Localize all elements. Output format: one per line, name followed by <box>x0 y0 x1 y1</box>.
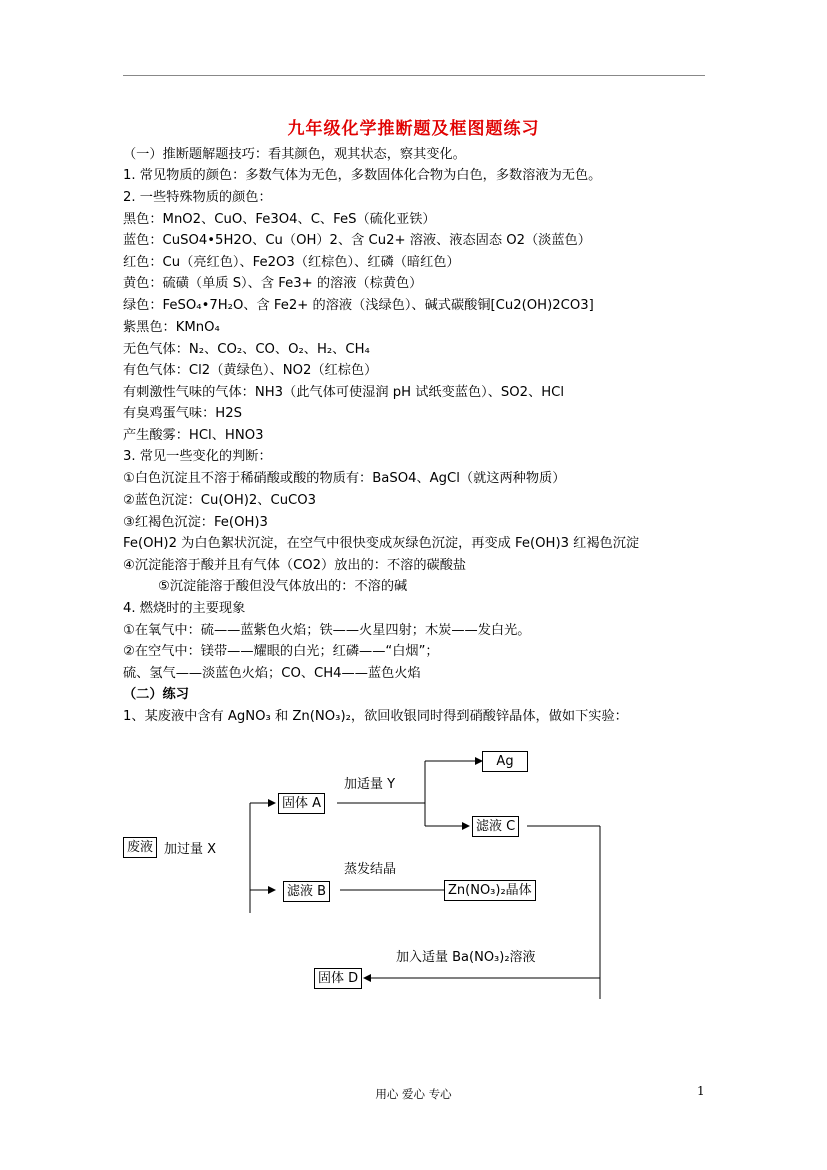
add-y-label: 加适量 Y <box>344 777 396 792</box>
filtrate-b-box: 滤液 B <box>283 881 330 902</box>
solid-d-box: 固体 D <box>314 968 362 989</box>
text-line: 黑色：MnO2、CuO、Fe3O4、C、FeS（硫化亚铁） <box>123 212 436 227</box>
text-line: 有臭鸡蛋气味：H2S <box>123 406 242 421</box>
text-line: 硫、氢气——淡蓝色火焰；CO、CH4——蓝色火焰 <box>123 666 421 681</box>
page-footer: 用心 爱心 专心 <box>375 1087 452 1101</box>
evaporate-label: 蒸发结晶 <box>344 862 397 877</box>
text-line: ⑤沉淀能溶于酸但没气体放出的：不溶的碱 <box>158 579 408 594</box>
text-line: 4. 燃烧时的主要现象 <box>123 601 246 616</box>
text-line: 3. 常见一些变化的判断： <box>123 449 272 464</box>
text-line: 有刺激性气味的气体：NH3（此气体可使湿润 pH 试纸变蓝色）、SO2、HCl <box>123 385 565 400</box>
ag-box: Ag <box>482 751 528 772</box>
crystal-box: Zn(NO₃)₂晶体 <box>444 880 536 901</box>
solid-a-box: 固体 A <box>278 793 325 814</box>
text-line: 红色：Cu（亮红色）、Fe2O3（红棕色）、红磷（暗红色） <box>123 255 460 270</box>
question-text: 1、某废液中含有 AgNO₃ 和 Zn(NO₃)₂，欲回收银同时得到硝酸锌晶体，做如下实验： <box>123 709 628 724</box>
text-line: ②蓝色沉淀：Cu(OH)2、CuCO3 <box>123 493 317 508</box>
waste-box: 废液 <box>123 837 157 858</box>
text-line: （一）推断题解题技巧：看其颜色，观其状态，察其变化。 <box>123 147 466 162</box>
text-line: ③红褐色沉淀：Fe(OH)3 <box>123 515 268 530</box>
section-heading: （二）练习 <box>123 687 189 702</box>
flow-diagram <box>0 740 827 1010</box>
page-title: 九年级化学推断题及框图题练习 <box>287 119 540 139</box>
text-line: 2. 一些特殊物质的颜色： <box>123 190 272 205</box>
filtrate-c-box: 滤液 C <box>472 816 519 837</box>
text-line: 紫黑色：KMnO₄ <box>123 320 220 335</box>
text-line: ①在氧气中：硫——蓝紫色火焰；铁——火星四射；木炭——发白光。 <box>123 623 531 638</box>
page-number: 1 <box>697 1084 705 1098</box>
text-line: 绿色：FeSO₄•7H₂O、含 Fe2+ 的溶液（浅绿色）、碱式碳酸铜[Cu2(OH)2CO3] <box>123 298 594 313</box>
add-x-label: 加过量 X <box>164 842 217 857</box>
text-line: ④沉淀能溶于酸并且有气体（CO2）放出的：不溶的碳酸盐 <box>123 558 467 573</box>
text-line: 黄色：硫磺（单质 S）、含 Fe3+ 的溶液（棕黄色） <box>123 276 423 291</box>
text-line: 无色气体：N₂、CO₂、CO、O₂、H₂、CH₄ <box>123 342 370 357</box>
header-rule <box>123 75 705 76</box>
text-line: 产生酸雾：HCl、HNO3 <box>123 428 264 443</box>
text-line: 1. 常见物质的颜色：多数气体为无色，多数固体化合物为白色，多数溶液为无色。 <box>123 168 602 183</box>
text-line: 有色气体：Cl2（黄绿色）、NO2（红棕色） <box>123 363 378 378</box>
text-line: ②在空气中：镁带——耀眼的白光；红磷——“白烟”； <box>123 644 439 659</box>
add-ba-label: 加入适量 Ba(NO₃)₂溶液 <box>396 950 536 965</box>
text-line: 蓝色：CuSO4•5H2O、Cu（OH）2、含 Cu2+ 溶液、液态固态 O2（淡蓝色） <box>123 233 591 248</box>
text-line: Fe(OH)2 为白色絮状沉淀，在空气中很快变成灰绿色沉淀，再变成 Fe(OH)3 红褐色沉淀 <box>123 536 640 551</box>
flow-diagram-lines <box>0 740 827 1010</box>
text-line: ①白色沉淀且不溶于稀硝酸或酸的物质有：BaSO4、AgCl（就这两种物质） <box>123 471 566 486</box>
